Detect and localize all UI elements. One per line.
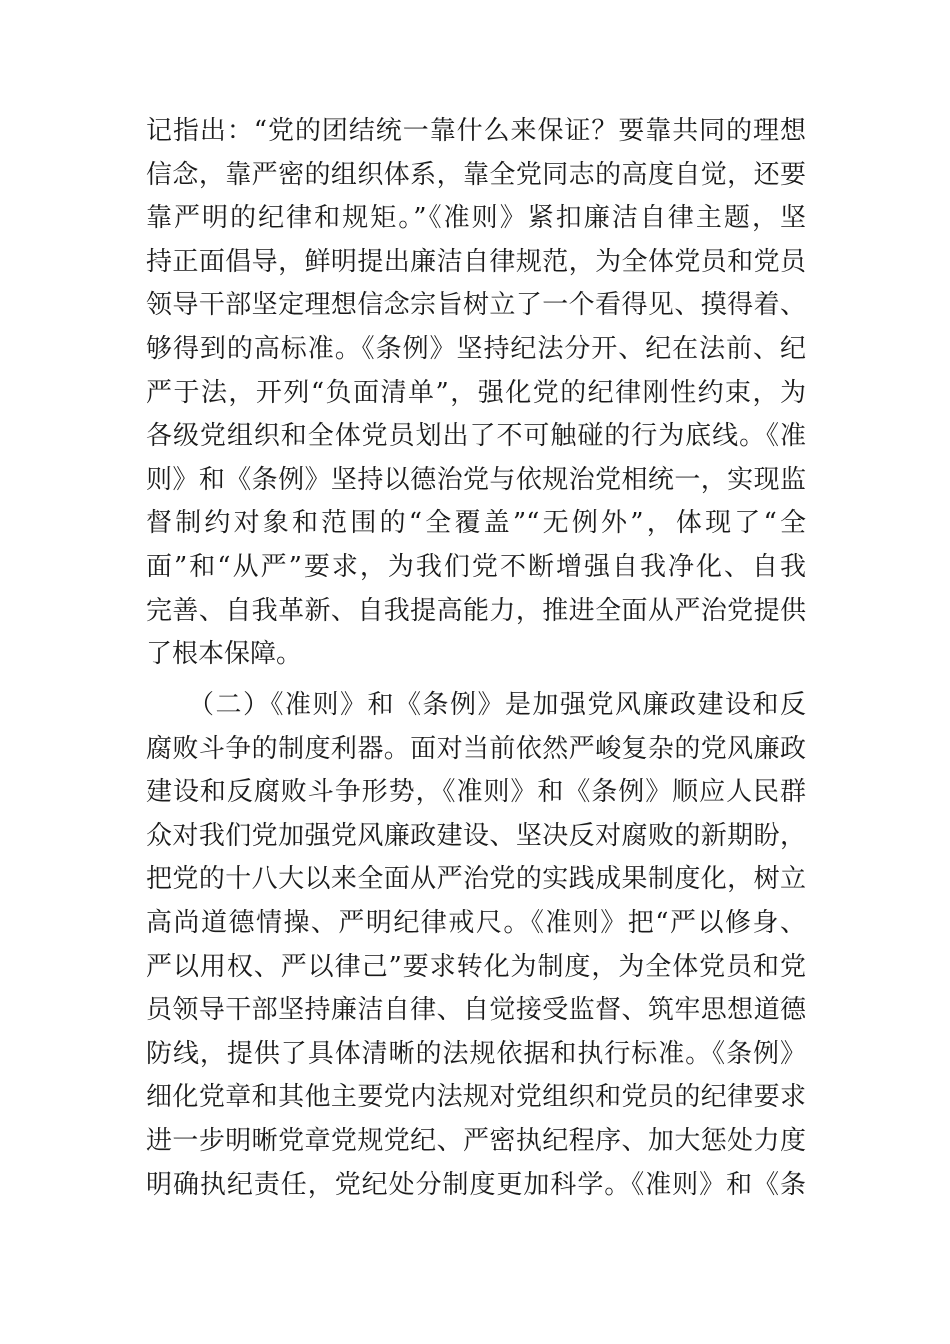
- paragraph-1-line: 领导干部坚定理想信念宗旨树立了一个看得见、摸得着、: [146, 290, 806, 321]
- paragraph-1-line: 面”和“从严”要求，为我们党不断增强自我净化、自我: [146, 551, 806, 582]
- paragraph-1-line: 了根本保障。: [146, 639, 303, 670]
- paragraph-1-line: 完善、自我革新、自我提高能力，推进全面从严治党提供: [146, 595, 806, 626]
- paragraph-2: [146, 684, 806, 1207]
- paragraph-2-line: 员领导干部坚持廉洁自律、自觉接受监督、筑牢思想道德: [146, 995, 806, 1026]
- paragraph-2-line: 高尚道德情操、严明纪律戒尺。《准则》把“严以修身、: [146, 907, 806, 938]
- paragraph-1-line: 各级党组织和全体党员划出了不可触碰的行为底线。《准: [146, 421, 806, 452]
- paragraph-2-line: 众对我们党加强党风廉政建设、坚决反对腐败的新期盼，: [146, 820, 806, 851]
- paragraph-1-line: 严于法，开列“负面清单”，强化党的纪律刚性约束，为: [146, 377, 806, 408]
- paragraph-2-line: 把党的十八大以来全面从严治党的实践成果制度化，树立: [146, 864, 806, 895]
- paragraph-1-line: 信念，靠严密的组织体系，靠全党同志的高度自觉，还要: [146, 159, 806, 190]
- paragraph-2-line: 建设和反腐败斗争形势，《准则》和《条例》顺应人民群: [146, 777, 806, 808]
- paragraph-1-line: 够得到的高标准。《条例》坚持纪法分开、纪在法前、纪: [146, 333, 806, 364]
- paragraph-2-line: （二）《准则》和《条例》是加强党风廉政建设和反: [146, 690, 806, 720]
- paragraph-1-line: 记指出：“党的团结统一靠什么来保证？要靠共同的理想: [146, 116, 806, 146]
- paragraph-1: [146, 110, 806, 677]
- paragraph-2-line: 防线，提供了具体清晰的法规依据和执行标准。《条例》: [146, 1038, 806, 1069]
- paragraph-1-line: 则》和《条例》坚持以德治党与依规治党相统一，实现监: [146, 464, 806, 495]
- paragraph-1-line: 督制约对象和范围的“全覆盖”“无例外”，体现了“全: [146, 508, 806, 539]
- paragraph-2-line: 严以用权、严以律己”要求转化为制度，为全体党员和党: [146, 951, 806, 982]
- paragraph-1-line: 持正面倡导，鲜明提出廉洁自律规范，为全体党员和党员: [146, 246, 806, 277]
- paragraph-2-line: 细化党章和其他主要党内法规对党组织和党员的纪律要求: [146, 1082, 806, 1113]
- paragraph-1-line: 靠严明的纪律和规矩。”《准则》紧扣廉洁自律主题，坚: [146, 203, 806, 234]
- paragraph-2-line: 腐败斗争的制度利器。面对当前依然严峻复杂的党风廉政: [146, 733, 806, 764]
- paragraph-2-line: 进一步明晰党章党规党纪、严密执纪程序、加大惩处力度: [146, 1125, 806, 1156]
- paragraph-2-line: 明确执纪责任，党纪处分制度更加科学。《准则》和《条: [146, 1169, 806, 1200]
